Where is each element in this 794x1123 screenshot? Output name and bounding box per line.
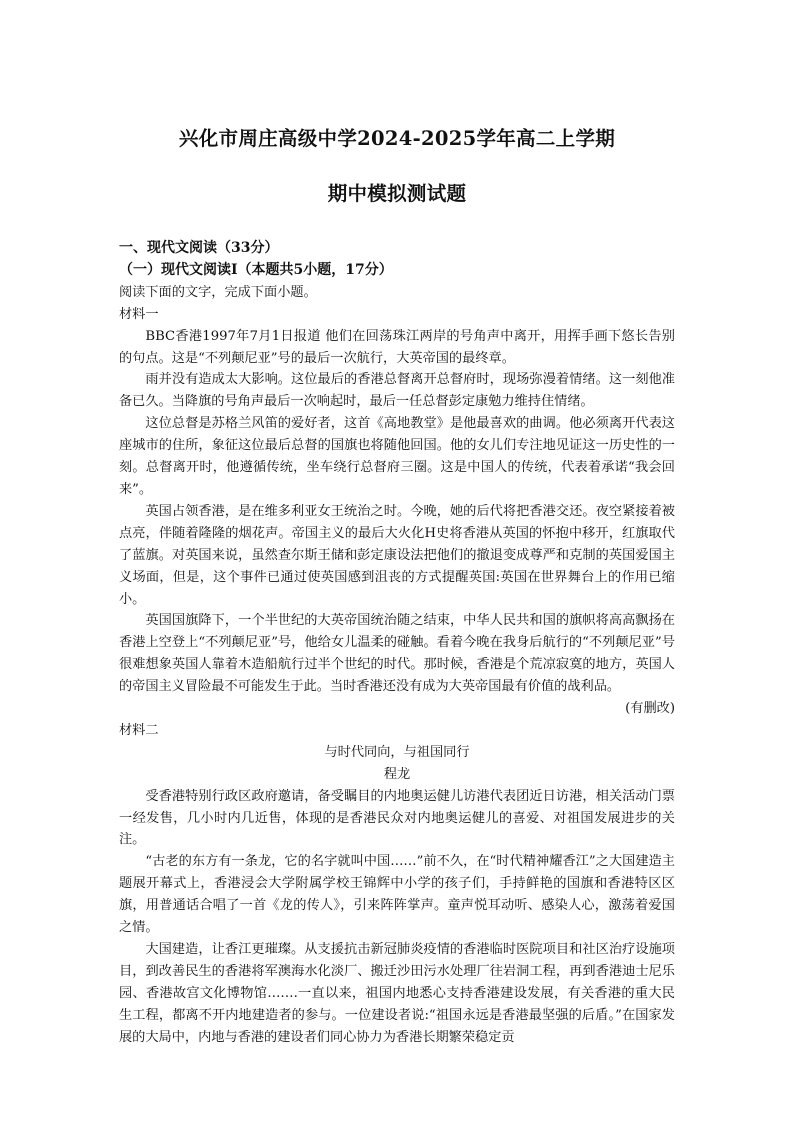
material2-author: 程龙 [383,766,411,782]
material1-paragraph: 雨并没有造成太大影响。这位最后的香港总督离开总督府时，现场弥漫着情绪。这一刻他准备已久。当降旗的号角声最后一次响起时，最后一任总督彭定康勉力维持住情绪。 [119,372,675,410]
material1-label: 材料一 [119,306,159,322]
material1-paragraph: 英国占领香港，是在维多利亚女王统治之时。今晚，她的后代将把香港交还。夜空紧接着被点亮，伴随着隆隆的烟花声。帝国主义的最后大火化H史将香港从英国的怀抱中移开，红旗取代了蓝旗。对英国来说，虽然查尔斯王储和彭定康设法把他们的撤退变成尊严和克制的英国爱国主义场面，但是，这个事件已通过使英国感到沮丧的方式提醒英国:英国在世界舞台上的作用已缩小。 [119,503,675,607]
material1-paragraph: 这位总督是苏格兰风笛的爱好者，这首《高地教堂》是他最喜欢的曲调。他必须离开代表这座城市的住所，象征这位最后总督的国旗也将随他回国。他的女儿们专注地见证这一历史性的一刻。总督离开时，他遵循传统，坐车绕行总督府三圈。这是中国人的传统，代表着承诺“我会回来”。 [119,416,675,497]
material1-paragraph: BBC香港1997年7月1日报道 他们在回荡珠江两岸的号角声中离开，用挥手画下悠长告别的句点。这是“不列颠尼亚”号的最后一次航行，大英帝国的最终章。 [119,328,675,366]
material1-paragraph: 英国国旗降下，一个半世纪的大英帝国统治随之结束，中华人民共和国的旗帜将高高飘扬在香港上空登上“不列颠尼亚”号，他给女儿温柔的碰触。看着今晚在我身后航行的“不列颠尼亚”号很难想象英国人靠着木造船航行过半个世纪的时代。那时候，香港是个荒凉寂寞的地方，英国人的帝国主义冒险最不可能发生于此。当时香港还没有成为大英帝国最有价值的战利品。 [119,613,675,695]
instruction-text: 阅读下面的文字，完成下面小题。 [119,284,317,300]
material1-note: (有删改) [625,701,675,717]
section-heading: 一、现代文阅读（33分） [119,240,279,256]
material2-title: 与时代同向，与祖国同行 [324,744,470,760]
subsection-heading: （一）现代文阅读Ⅰ（本题共5小题，17分） [119,261,393,278]
document-body [119,238,675,1049]
material2-paragraph: “古老的东方有一条龙，它的名字就叫中国……”前不久，在“时代精神耀香江”之大国建造主题展开幕式上，香港浸会大学附属学校王锦辉中小学的孩子们，手持鲜艳的国旗和香港特区区旗，用普通话合唱了一首《龙的传人》，引来阵阵掌声。童声悦耳动听、感染人心，激荡着爱国之情。 [119,854,675,936]
title-line-2: 期中模拟测试题 [327,182,467,205]
title-line-1: 兴化市周庄高级中学2024-2025学年高二上学期 [178,127,616,150]
material2-label: 材料二 [119,722,159,738]
material2-paragraph: 大国建造，让香江更璀璨。从支援抗击新冠肺炎疫情的香港临时医院项目和社区治疗设施项目，到改善民生的香港将军澳海水化淡厂、搬迁沙田污水处理厂往岩洞工程，再到香港迪士尼乐园、香港故宫文化博物馆…….一直以来，祖国内地悉心支持香港建设发展，有关香港的重大民生工程，都离不开内地建造者的参与。一位建设者说:“祖国永远是香港最坚强的后盾。”在国家发展的大局中，内地与香港的建设者们同心协力为香港长期繁荣稳定贡 [119,942,675,1045]
material2-paragraph: 受香港特别行政区政府邀请，备受瞩目的内地奥运健儿访港代表团近日访港，相关活动门票一经发售，几小时内几近售，体现的是香港民众对内地奥运健儿的喜爱、对祖国发展进步的关注。 [119,788,675,848]
